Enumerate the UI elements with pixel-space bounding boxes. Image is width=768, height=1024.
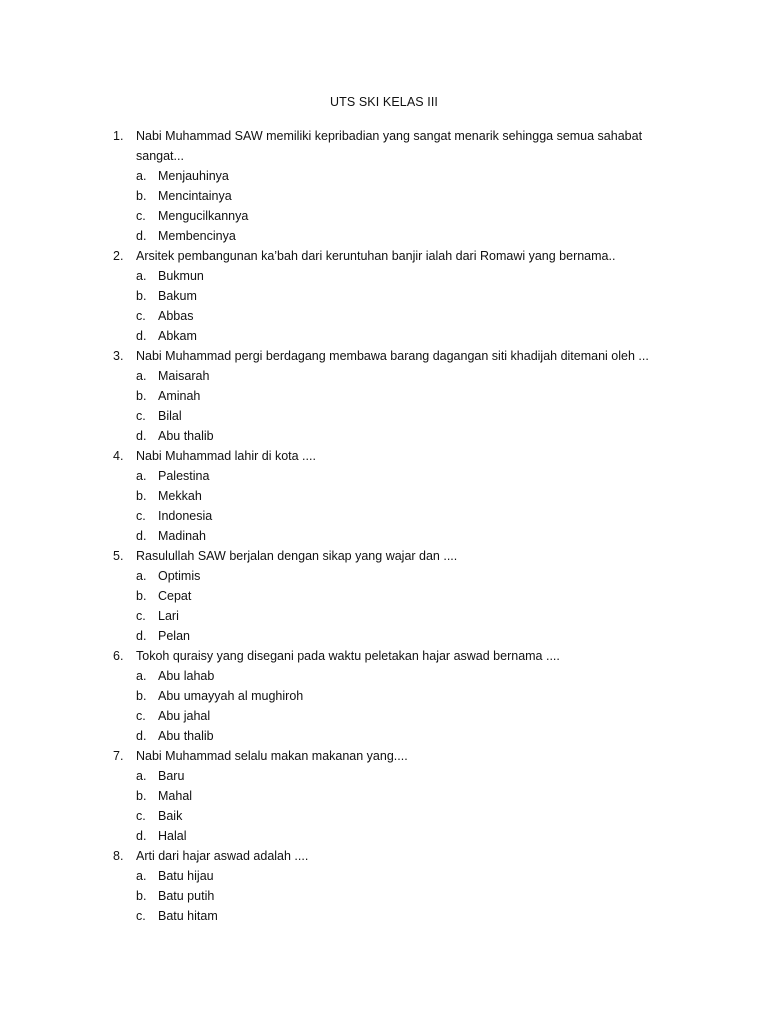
- answer-option: [0, 466, 768, 486]
- answer-option: [0, 526, 768, 546]
- option-text: Abu thalib: [158, 729, 214, 743]
- answer-options: [0, 766, 768, 846]
- question-item: [0, 746, 768, 846]
- question-item: [0, 346, 768, 446]
- option-text: Baik: [158, 809, 183, 823]
- answer-option: [0, 866, 768, 886]
- option-letter: d.: [136, 429, 147, 443]
- option-letter: d.: [136, 329, 147, 343]
- question-number: 2.: [113, 249, 124, 263]
- option-letter: a.: [136, 569, 147, 583]
- option-text: Membencinya: [158, 229, 236, 243]
- answer-options: [0, 866, 768, 926]
- option-text: Maisarah: [158, 369, 210, 383]
- option-letter: d.: [136, 529, 147, 543]
- question-item: [0, 846, 768, 926]
- option-text: Mahal: [158, 789, 193, 803]
- question-number: 8.: [113, 849, 124, 863]
- question-text: Nabi Muhammad SAW memiliki kepribadian yang sangat menarik sehingga semua sahabat sangat...: [136, 129, 643, 163]
- answer-option: [0, 266, 768, 286]
- option-text: Menjauhinya: [158, 169, 229, 183]
- question-number: 1.: [113, 129, 124, 143]
- question-text: Rasulullah SAW berjalan dengan sikap yang wajar dan ....: [136, 549, 458, 563]
- option-letter: b.: [136, 489, 147, 503]
- answer-option: [0, 306, 768, 326]
- question-text: Arsitek pembangunan ka’bah dari keruntuhan banjir ialah dari Romawi yang bernama..: [136, 249, 616, 263]
- option-text: Bakum: [158, 289, 197, 303]
- answer-option: [0, 406, 768, 426]
- question-text: Arti dari hajar aswad adalah ....: [136, 849, 309, 863]
- question-item: [0, 646, 768, 746]
- option-letter: b.: [136, 889, 147, 903]
- option-letter: a.: [136, 469, 147, 483]
- answer-option: [0, 906, 768, 926]
- option-text: Batu hitam: [158, 909, 218, 923]
- option-text: Abu lahab: [158, 669, 215, 683]
- answer-option: [0, 326, 768, 346]
- option-text: Halal: [158, 829, 187, 843]
- question-number: 7.: [113, 749, 124, 763]
- answer-options: [0, 166, 768, 246]
- answer-option: [0, 286, 768, 306]
- option-text: Indonesia: [158, 509, 213, 523]
- answer-options: [0, 566, 768, 646]
- answer-option: [0, 886, 768, 906]
- answer-option: [0, 686, 768, 706]
- question-item: [0, 546, 768, 646]
- answer-option: [0, 786, 768, 806]
- question-item: [0, 126, 768, 246]
- option-text: Mekkah: [158, 489, 202, 503]
- answer-options: [0, 366, 768, 446]
- option-letter: c.: [136, 509, 146, 523]
- question-text: Nabi Muhammad lahir di kota ....: [136, 449, 316, 463]
- question-text: Nabi Muhammad selalu makan makanan yang....: [136, 749, 408, 763]
- option-text: Abu thalib: [158, 429, 214, 443]
- option-letter: b.: [136, 789, 147, 803]
- option-letter: c.: [136, 309, 146, 323]
- option-letter: b.: [136, 389, 147, 403]
- answer-options: [0, 666, 768, 746]
- option-text: Aminah: [158, 389, 201, 403]
- option-letter: b.: [136, 589, 147, 603]
- option-text: Bilal: [158, 409, 182, 423]
- question-number: 4.: [113, 449, 124, 463]
- answer-option: [0, 566, 768, 586]
- option-letter: c.: [136, 209, 146, 223]
- option-letter: a.: [136, 369, 147, 383]
- answer-option: [0, 806, 768, 826]
- option-text: Mencintainya: [158, 189, 232, 203]
- question-number: 3.: [113, 349, 124, 363]
- option-letter: d.: [136, 629, 147, 643]
- option-text: Bukmun: [158, 269, 204, 283]
- answer-option: [0, 426, 768, 446]
- option-text: Batu putih: [158, 889, 215, 903]
- option-text: Baru: [158, 769, 185, 783]
- option-letter: c.: [136, 909, 146, 923]
- answer-option: [0, 726, 768, 746]
- answer-option: [0, 586, 768, 606]
- option-text: Abu umayyah al mughiroh: [158, 689, 304, 703]
- question-item: [0, 446, 768, 546]
- answer-option: [0, 766, 768, 786]
- answer-option: [0, 166, 768, 186]
- answer-option: [0, 226, 768, 246]
- option-letter: c.: [136, 409, 146, 423]
- option-text: Abbas: [158, 309, 194, 323]
- option-letter: d.: [136, 829, 147, 843]
- question-text: Nabi Muhammad pergi berdagang membawa barang dagangan siti khadijah ditemani oleh ...: [136, 349, 649, 363]
- option-letter: d.: [136, 229, 147, 243]
- option-text: Palestina: [158, 469, 210, 483]
- answer-option: [0, 206, 768, 226]
- option-text: Abkam: [158, 329, 197, 343]
- option-letter: a.: [136, 669, 147, 683]
- option-text: Abu jahal: [158, 709, 211, 723]
- question-number: 6.: [113, 649, 124, 663]
- option-letter: c.: [136, 809, 146, 823]
- option-letter: c.: [136, 609, 146, 623]
- page-title: UTS SKI KELAS III: [330, 95, 438, 109]
- option-letter: b.: [136, 189, 147, 203]
- option-text: Madinah: [158, 529, 206, 543]
- answer-option: [0, 666, 768, 686]
- option-text: Pelan: [158, 629, 190, 643]
- answer-option: [0, 626, 768, 646]
- option-letter: b.: [136, 689, 147, 703]
- question-list: [0, 126, 768, 926]
- question-item: [0, 246, 768, 346]
- option-letter: b.: [136, 289, 147, 303]
- option-letter: a.: [136, 169, 147, 183]
- answer-option: [0, 506, 768, 526]
- answer-option: [0, 486, 768, 506]
- answer-option: [0, 606, 768, 626]
- answer-option: [0, 826, 768, 846]
- option-text: Optimis: [158, 569, 201, 583]
- option-letter: c.: [136, 709, 146, 723]
- option-letter: d.: [136, 729, 147, 743]
- answer-option: [0, 706, 768, 726]
- option-text: Cepat: [158, 589, 192, 603]
- option-letter: a.: [136, 869, 147, 883]
- answer-option: [0, 366, 768, 386]
- answer-option: [0, 186, 768, 206]
- option-text: Lari: [158, 609, 179, 623]
- option-letter: a.: [136, 769, 147, 783]
- answer-options: [0, 466, 768, 546]
- option-text: Mengucilkannya: [158, 209, 249, 223]
- option-letter: a.: [136, 269, 147, 283]
- answer-option: [0, 386, 768, 406]
- question-number: 5.: [113, 549, 124, 563]
- option-text: Batu hijau: [158, 869, 214, 883]
- question-text: Tokoh quraisy yang disegani pada waktu peletakan hajar aswad bernama ....: [136, 649, 560, 663]
- answer-options: [0, 266, 768, 346]
